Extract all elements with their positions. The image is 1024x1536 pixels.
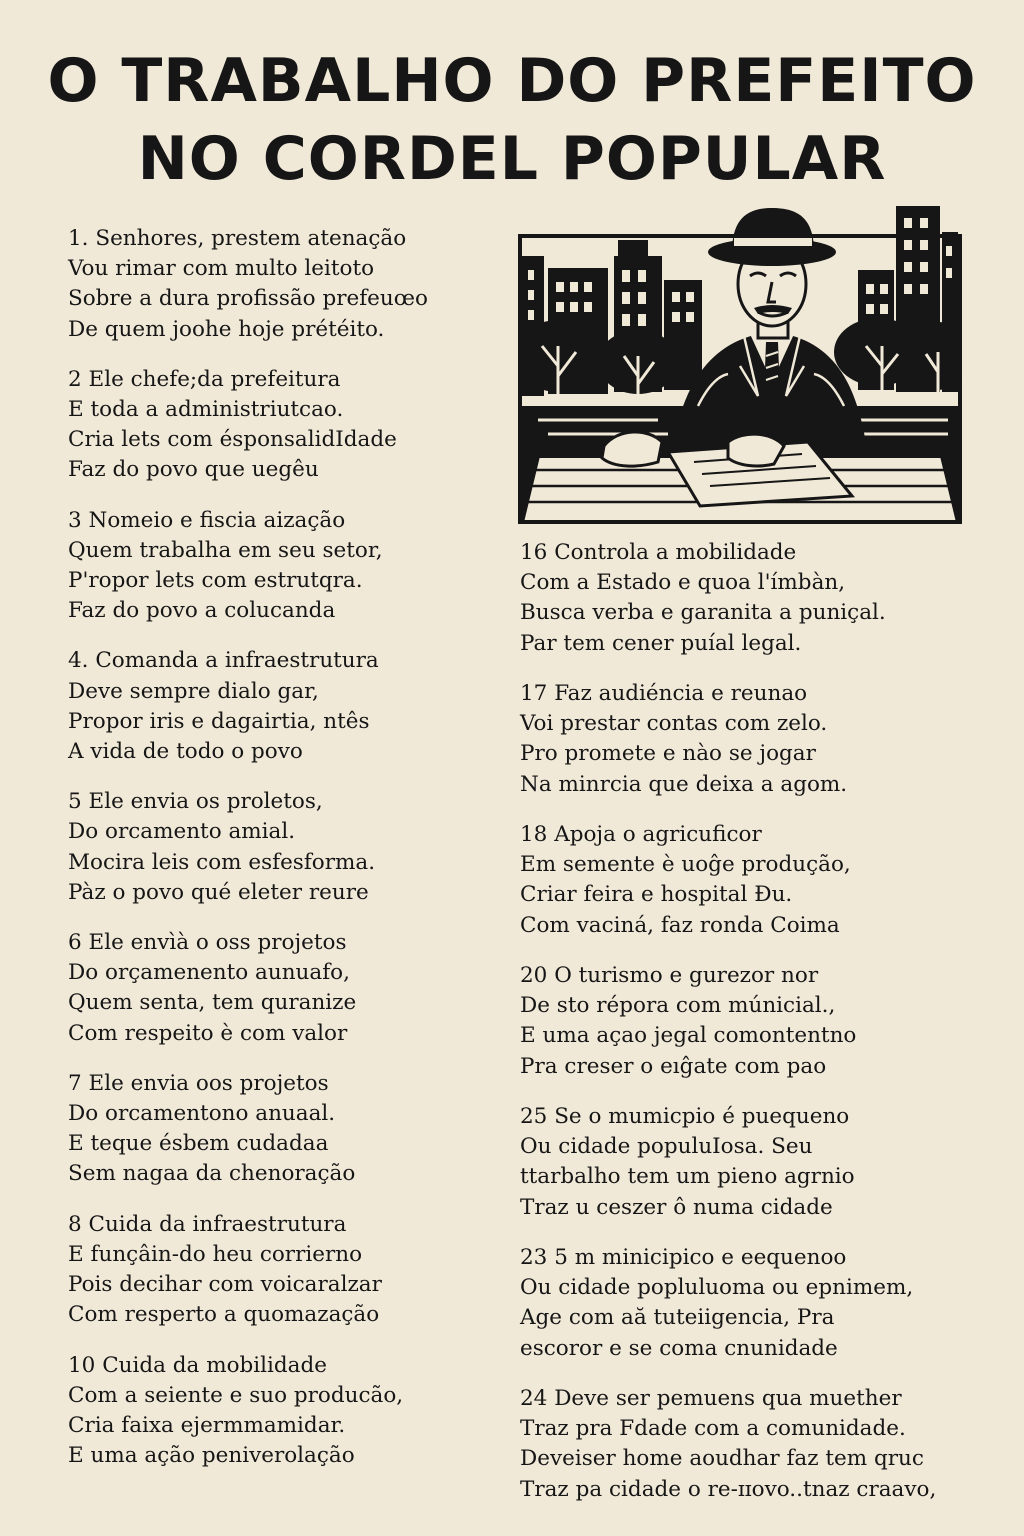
- verse-line: Ou cidade populuIosa. Seu: [520, 1134, 813, 1160]
- verse-line: Mocira leis com esfesforma.: [68, 849, 376, 875]
- verse-line: Em semente è uoĝe produção,: [520, 852, 851, 878]
- verse-line: Voi prestar contas com zelo.: [520, 711, 828, 737]
- verse-line: 1. Senhores, prestem atenação: [68, 226, 407, 251]
- verse-line: Do orçamenento aunuafo,: [68, 960, 350, 986]
- stanza: [68, 646, 508, 767]
- verse-line: 25 Se o mumicpio é puequeno: [520, 1104, 850, 1129]
- verse-line: Traz u ceszer ô numa cidade: [520, 1194, 833, 1220]
- verse-line: Com a seiente e suo producão,: [68, 1382, 404, 1408]
- verse-line: Sobre a dura profissão prefeuœo: [68, 286, 428, 312]
- page-title: [0, 42, 1024, 198]
- verse-line: 4. Comanda a infraestrutura: [68, 648, 379, 674]
- stanza: [68, 1069, 508, 1190]
- verse-line: Busca verba e garanita a puniçal.: [520, 600, 886, 626]
- verse-line: Vou rimar com multo leitoto: [68, 256, 375, 282]
- verse-line: Deve sempre dialo gar,: [68, 678, 319, 704]
- verse-line: Traz pra Fdade com a comunidade.: [520, 1416, 906, 1442]
- verse-line: E uma ação peniverolação: [68, 1443, 355, 1469]
- verse-line: De quem joohe hoje prétéito.: [68, 316, 385, 342]
- left-column: [68, 224, 508, 1491]
- verse-line: Quem senta, tem quranize: [68, 990, 357, 1016]
- verse-line: Faz do povo a colucanda: [68, 598, 336, 624]
- stanza: [68, 365, 508, 486]
- verse-line: Deveiser home aoudhar faz tem qruc: [520, 1446, 924, 1472]
- verse-line: Na minrcia que deixa a agom.: [520, 771, 848, 797]
- verse-line: Propor iris e dagairtia, ntês: [68, 708, 370, 734]
- right-column: [520, 538, 960, 1525]
- verse-line: 17 Faz audiéncia e reunao: [520, 681, 808, 706]
- verse-line: 2 Ele chefe;da prefeitura: [68, 366, 341, 392]
- verse-line: 5 Ele envia os proletos,: [68, 789, 323, 815]
- verse-line: Criar feira e hospital Đu.: [520, 882, 793, 908]
- verse-line: Cria lets com ésponsalidIdade: [68, 427, 397, 453]
- title-line-1: O TRABALHO DO PREFEITO: [47, 46, 977, 116]
- verse-line: Com resperto a quomazação: [68, 1302, 380, 1328]
- verse-line: Pro promete e nào se jogar: [520, 741, 816, 767]
- verse-line: Faz do povo que uegêu: [68, 457, 319, 483]
- stanza: [520, 961, 960, 1082]
- verse-line: A vida de todo o povo: [68, 739, 303, 765]
- verse-line: 6 Ele envìà o oss projetos: [68, 930, 347, 956]
- verse-line: Com a Estado e quoa l'ímbàn,: [520, 570, 846, 596]
- verse-line: 20 O turismo e gurezor nor: [520, 963, 819, 988]
- verse-line: Age com aă tuteiigencia, Pra: [520, 1305, 835, 1331]
- mayor-woodcut-illustration: [518, 206, 962, 524]
- stanza: [520, 679, 960, 800]
- verse-line: 18 Apoja o agricuficor: [520, 822, 762, 847]
- verse-line: escoror e se coma cnunidade: [520, 1335, 838, 1361]
- verse-line: Traz pa cidade o re-ɪɪovo..tnaz craavo,: [520, 1476, 937, 1502]
- verse-line: Quem trabalha em seu setor,: [68, 537, 383, 563]
- verse-line: E funçâin-do heu corrierno: [68, 1241, 363, 1267]
- stanza: [520, 1243, 960, 1364]
- verse-line: Pois decihar com voicaralzar: [68, 1272, 382, 1298]
- verse-line: 16 Controla a mobilidade: [520, 540, 797, 565]
- title-line-2: NO CORDEL POPULAR: [137, 124, 887, 194]
- verse-line: E uma açao jegal comontentno: [520, 1023, 857, 1049]
- verse-line: Com vaciná, faz ronda Coima: [520, 912, 840, 938]
- verse-line: 23 5 m minicipico e eequenoo: [520, 1245, 847, 1270]
- verse-line: Cria faixa ejermmamidar.: [68, 1412, 346, 1438]
- verse-line: 24 Deve ser pemuens qua muether: [520, 1386, 902, 1411]
- verse-line: Do orcamentono anuaal.: [68, 1101, 336, 1127]
- verse-line: 10 Cuida da mobilidade: [68, 1352, 327, 1378]
- stanza: [520, 538, 960, 659]
- stanza: [520, 1384, 960, 1505]
- stanza: [68, 1210, 508, 1331]
- verse-line: Do orcamento amial.: [68, 819, 296, 845]
- verse-line: P'ropor lets com estrutqra.: [68, 568, 363, 594]
- verse-line: Pra creser o eıĝate com pao: [520, 1053, 827, 1079]
- verse-line: Par tem cener puíal legal.: [520, 630, 802, 656]
- stanza: [68, 1351, 508, 1472]
- verse-line: Pàz o povo qué eleter reure: [68, 879, 369, 905]
- verse-line: E teque ésbem cudadaa: [68, 1131, 329, 1157]
- verse-line: Com respeito è com valor: [68, 1020, 348, 1046]
- stanza: [520, 820, 960, 941]
- stanza: [68, 506, 508, 627]
- stanza: [68, 224, 508, 345]
- verse-line: De sto répora com múnicial.,: [520, 993, 836, 1019]
- stanza: [68, 787, 508, 908]
- verse-line: 8 Cuida da infraestrutura: [68, 1211, 347, 1237]
- stanza: [520, 1102, 960, 1223]
- verse-line: Ou cidade popluluoma ou epnimem,: [520, 1275, 914, 1301]
- verse-line: 3 Nomeio e fiscia aização: [68, 507, 346, 533]
- verse-line: E toda a administriutcao.: [68, 397, 344, 423]
- stanza: [68, 928, 508, 1049]
- verse-line: 7 Ele envia oos projetos: [68, 1070, 329, 1096]
- verse-line: Sem nagaa da chenoração: [68, 1161, 356, 1187]
- verse-line: ttarbalho tem um pieno agrnio: [520, 1164, 855, 1190]
